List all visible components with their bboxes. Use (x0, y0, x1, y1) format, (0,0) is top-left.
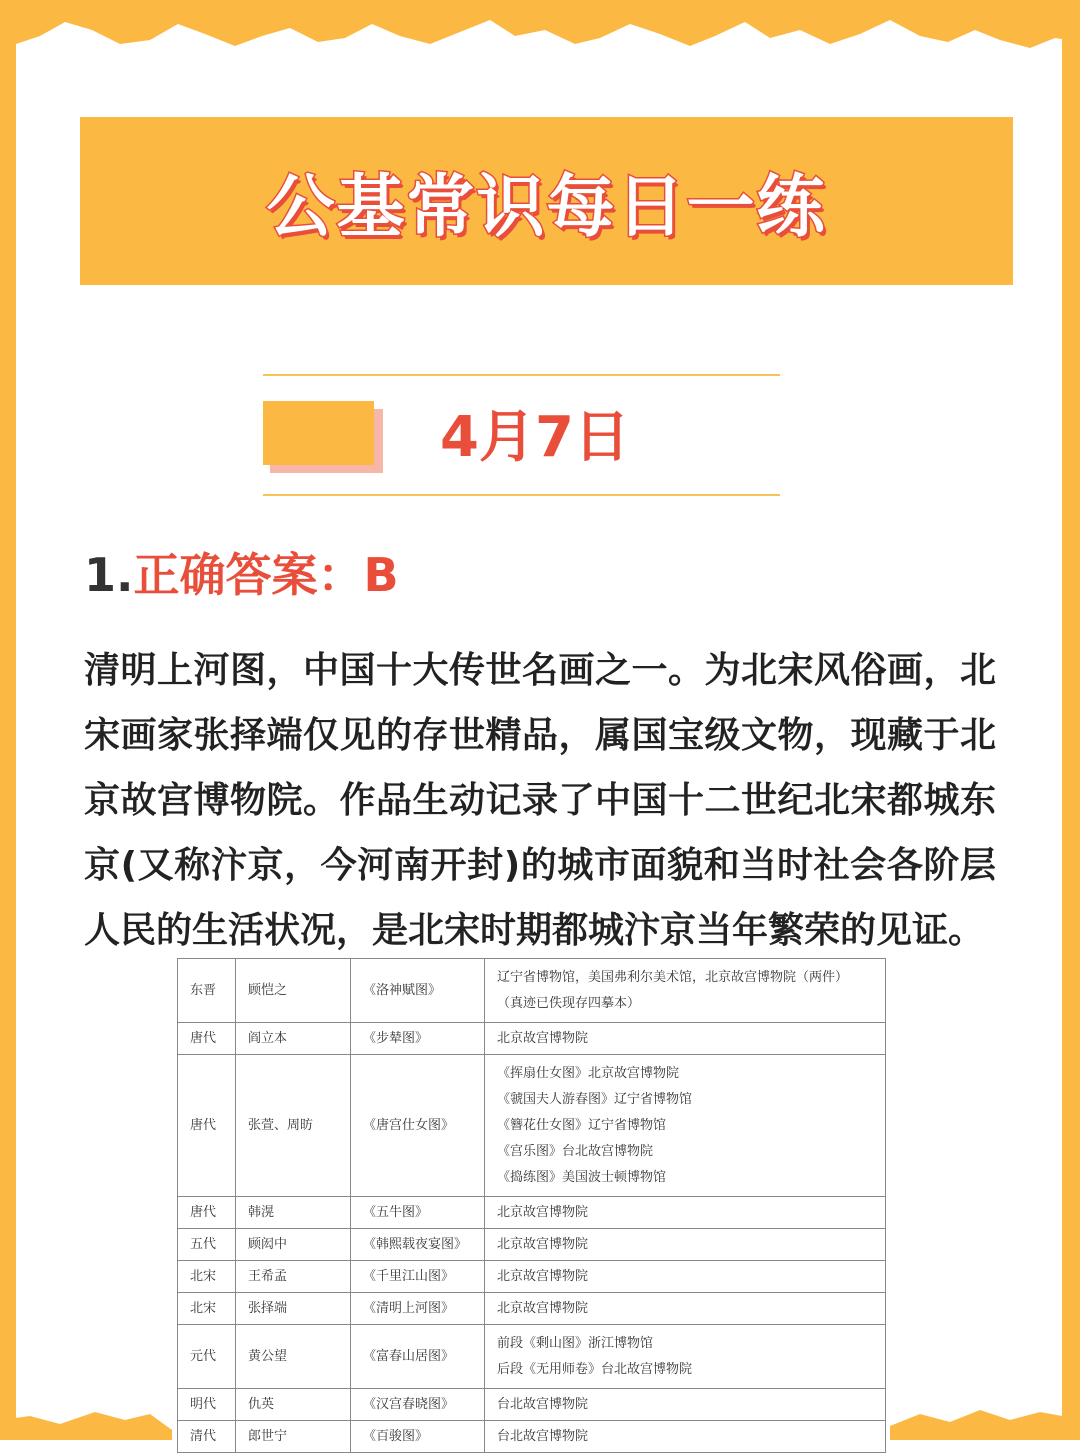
artist-cell: 郎世宁 (236, 1421, 351, 1453)
work-cell: 《清明上河图》 (351, 1293, 485, 1325)
location-line: 台北故宫博物院 (497, 1396, 589, 1412)
location-cell (485, 1421, 886, 1453)
table-row (178, 1389, 886, 1421)
table-row (178, 1421, 886, 1453)
artist-cell: 王希孟 (236, 1261, 351, 1293)
location-cell (485, 1055, 886, 1197)
work-cell: 《富春山居图》 (351, 1325, 485, 1389)
location-cell (485, 959, 886, 1023)
work-cell: 《五牛图》 (351, 1197, 485, 1229)
dynasty-cell: 唐代 (178, 1023, 236, 1055)
location-line: 前段《剩山图》浙江博物馆 (497, 1335, 654, 1351)
dynasty-cell: 唐代 (178, 1197, 236, 1229)
location-line: 北京故宫博物院 (497, 1300, 589, 1316)
location-line: 后段《无用师卷》台北故宫博物院 (497, 1361, 693, 1377)
work-cell: 《百骏图》 (351, 1421, 485, 1453)
location-line: （真迹已佚现存四摹本） (497, 995, 641, 1011)
table-row (178, 959, 886, 1023)
location-line: 《宫乐图》台北故宫博物院 (497, 1143, 654, 1159)
table-row (178, 1055, 886, 1197)
artist-cell: 韩滉 (236, 1197, 351, 1229)
location-line: 北京故宫博物院 (497, 1268, 589, 1284)
artist-cell: 顾闳中 (236, 1229, 351, 1261)
explanation-paragraph: 清明上河图，中国十大传世名画之一。为北宋风俗画，北宋画家张择端仅见的存世精品，属国宝级文物，现藏于北京故宫博物院。作品生动记录了中国十二世纪北宋都城东京(又称汴京，今河南开封)的城市面貌和当时社会各阶层人民的生活状况，是北宋时期都城汴京当年繁荣的见证。 (84, 650, 996, 951)
work-cell: 《唐宫仕女图》 (351, 1055, 485, 1197)
artist-cell: 仇英 (236, 1389, 351, 1421)
dynasty-cell: 元代 (178, 1325, 236, 1389)
location-cell (485, 1261, 886, 1293)
table-row (178, 1197, 886, 1229)
dynasty-cell: 明代 (178, 1389, 236, 1421)
table-row (178, 1293, 886, 1325)
table-row (178, 1261, 886, 1293)
dynasty-cell: 北宋 (178, 1293, 236, 1325)
work-cell: 《步辇图》 (351, 1023, 485, 1055)
location-line: 《虢国夫人游春图》辽宁省博物馆 (497, 1091, 693, 1107)
location-cell (485, 1389, 886, 1421)
table-row (178, 1229, 886, 1261)
work-cell: 《汉宫春晓图》 (351, 1389, 485, 1421)
location-cell (485, 1293, 886, 1325)
artist-cell: 张萱、周昉 (236, 1055, 351, 1197)
date-label: 4月7日 (440, 405, 630, 470)
answer-heading (84, 540, 399, 610)
paintings-table (177, 958, 886, 1453)
work-cell: 《韩熙载夜宴图》 (351, 1229, 485, 1261)
location-line: 北京故宫博物院 (497, 1030, 589, 1046)
location-line: 北京故宫博物院 (497, 1236, 589, 1252)
dynasty-cell: 北宋 (178, 1261, 236, 1293)
frame-left-border (0, 0, 16, 1440)
page-title: 公基常识每日一练 (266, 167, 827, 247)
dynasty-cell: 清代 (178, 1421, 236, 1453)
location-line: 《捣练图》美国波士顿博物馆 (497, 1169, 667, 1185)
table-row (178, 1023, 886, 1055)
table-row (178, 1325, 886, 1389)
date-decor-block (263, 401, 374, 465)
work-cell: 《千里江山图》 (351, 1261, 485, 1293)
location-line: 《簪花仕女图》辽宁省博物馆 (497, 1117, 667, 1133)
frame-right-border (1062, 0, 1080, 1440)
question-number: 1. (84, 548, 134, 602)
dynasty-cell: 东晋 (178, 959, 236, 1023)
correct-answer-label: 正确答案：B (133, 548, 399, 602)
location-cell (485, 1325, 886, 1389)
date-divider-top (263, 374, 780, 376)
location-line: 北京故宫博物院 (497, 1204, 589, 1220)
location-cell (485, 1229, 886, 1261)
artist-cell: 黄公望 (236, 1325, 351, 1389)
date-divider-bottom (263, 494, 780, 496)
title-banner (80, 117, 1013, 285)
location-line: 辽宁省博物馆，美国弗利尔美术馆，北京故宫博物院（两件） (497, 969, 849, 985)
location-line: 《挥扇仕女图》北京故宫博物院 (497, 1065, 680, 1081)
dynasty-cell: 唐代 (178, 1055, 236, 1197)
work-cell: 《洛神赋图》 (351, 959, 485, 1023)
location-cell (485, 1023, 886, 1055)
artist-cell: 顾恺之 (236, 959, 351, 1023)
artist-cell: 阎立本 (236, 1023, 351, 1055)
torn-paper-top-edge (0, 0, 1080, 80)
dynasty-cell: 五代 (178, 1229, 236, 1261)
paintings-table-body (178, 959, 886, 1453)
location-line: 台北故宫博物院 (497, 1428, 589, 1444)
artist-cell: 张择端 (236, 1293, 351, 1325)
location-cell (485, 1197, 886, 1229)
